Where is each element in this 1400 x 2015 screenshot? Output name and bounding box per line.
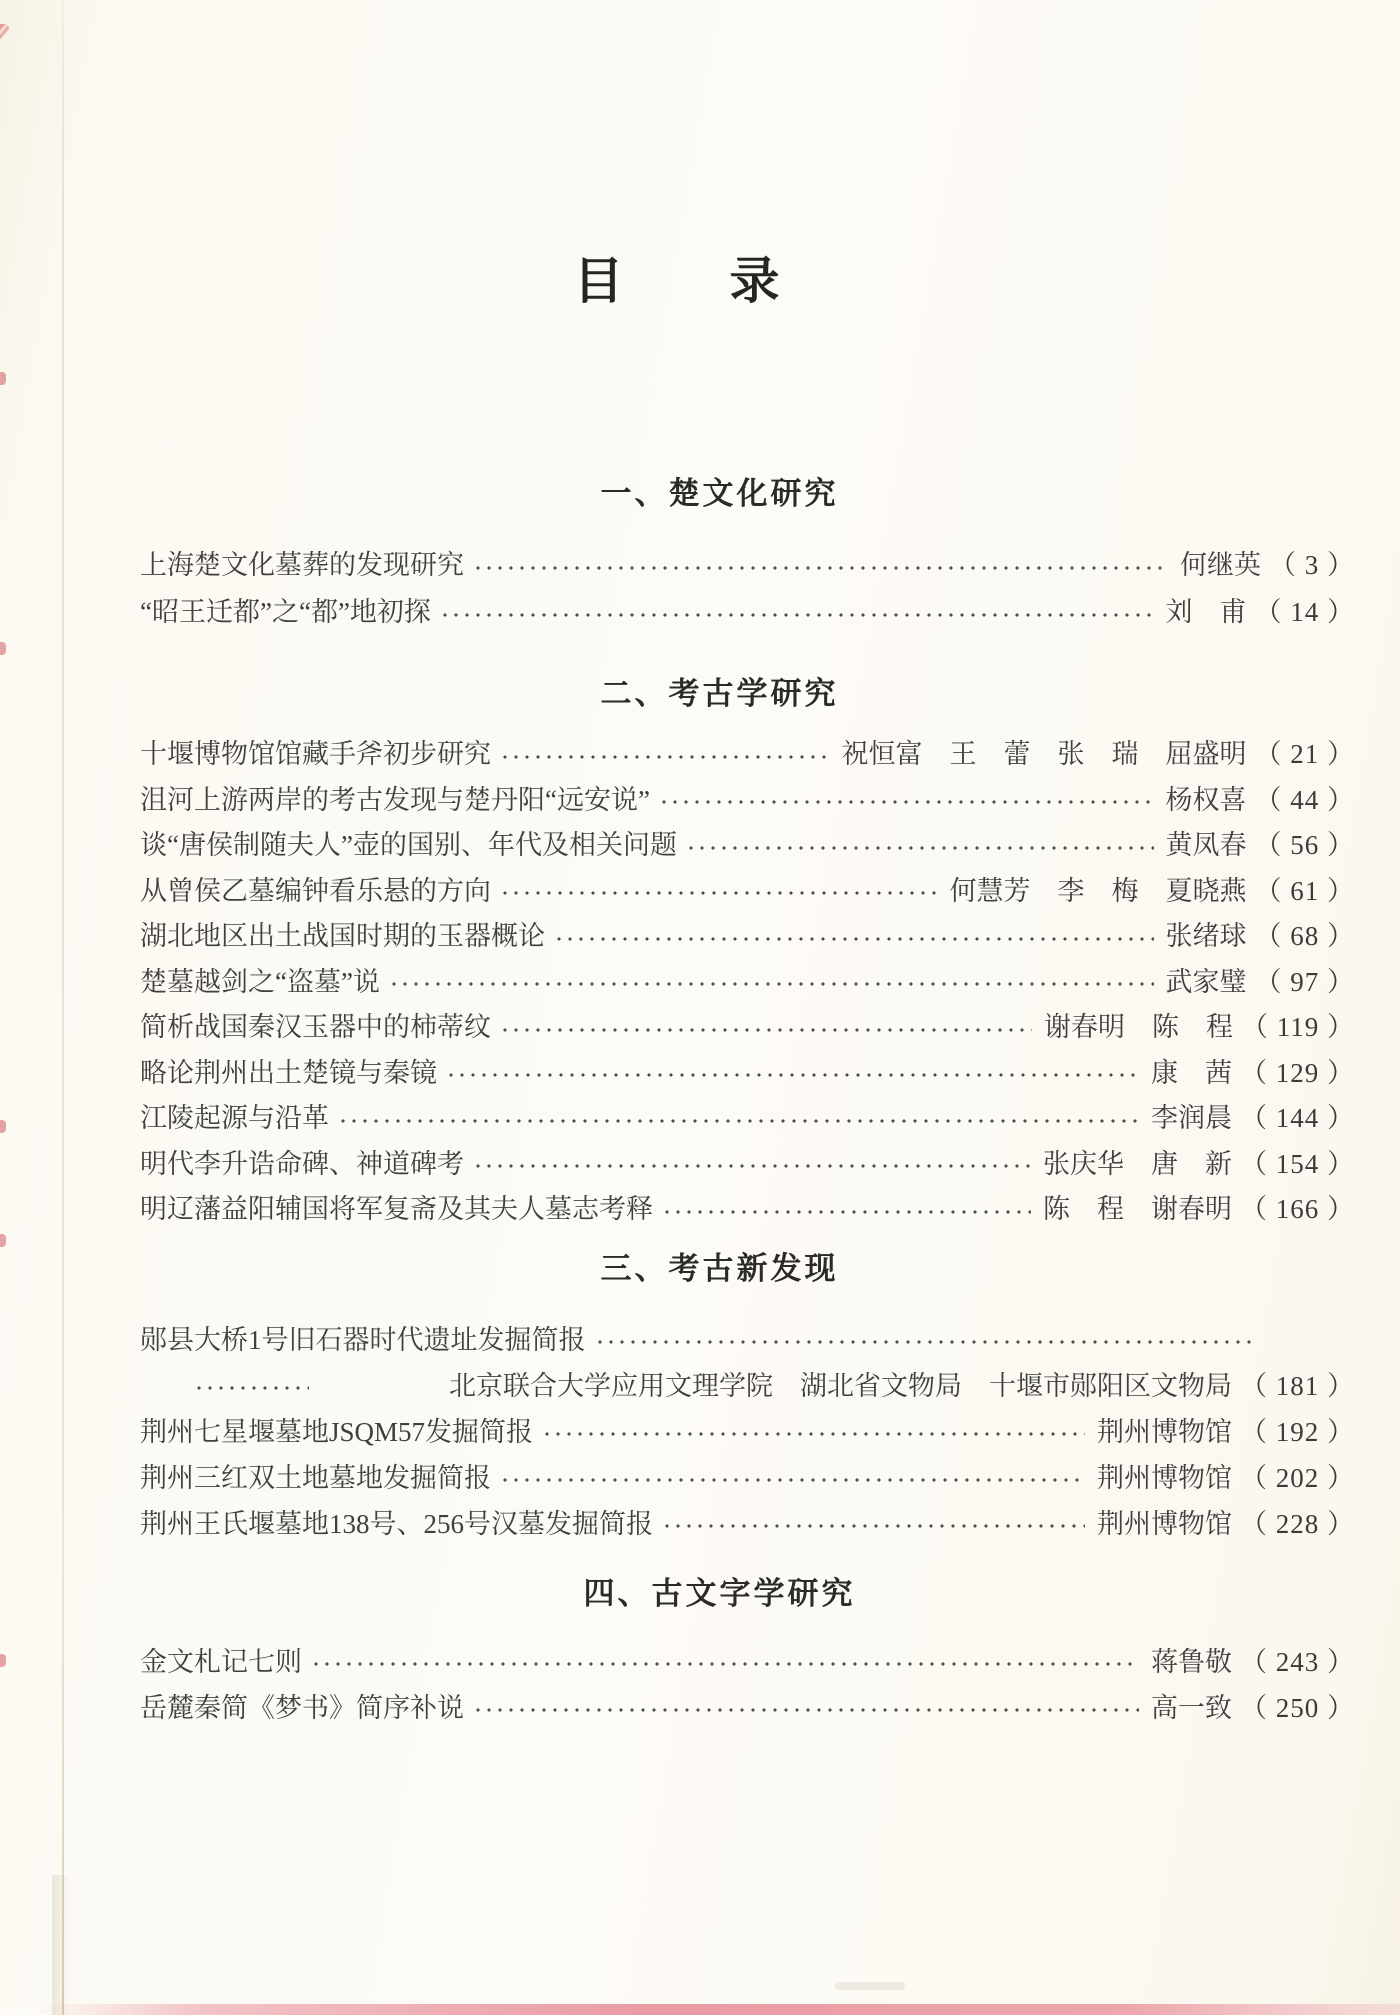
toc-entry [140, 778, 1355, 824]
dot-leader [503, 891, 938, 895]
toc-entry [140, 1096, 1355, 1142]
toc-section-1 [140, 474, 1355, 636]
entry-page-number: （ 119 ） [1241, 1012, 1355, 1042]
entry-title: 谈“唐侯制随夫人”壶的国别、年代及相关问题 [140, 830, 677, 860]
toc-entry-line1 [140, 1317, 1355, 1363]
toc-entry [140, 1142, 1355, 1188]
dot-leader [476, 1708, 1139, 1712]
toc-entry [140, 1409, 1355, 1455]
toc-section-2 [140, 674, 1355, 1233]
dot-leader [443, 613, 1154, 617]
dot-leader [449, 1073, 1139, 1077]
scan-artifact-bottom-edge [40, 2004, 1400, 2015]
entry-authors: 荆州博物馆 [1097, 1508, 1232, 1539]
entry-page-number: （ 243 ） [1240, 1646, 1355, 1677]
entry-page-number: （ 61 ） [1254, 875, 1355, 906]
dot-leader [476, 566, 1168, 570]
toc-entry [140, 542, 1355, 589]
scan-artifact-edge-tick [0, 642, 6, 655]
section-heading: 二、考古学研究 [600, 676, 839, 711]
entry-page-number: （ 14 ） [1254, 597, 1355, 627]
toc-entry [140, 914, 1355, 960]
entry-authors: 何继英 [1180, 550, 1261, 580]
section-entries [140, 1639, 1355, 1731]
entry-page-number: （ 21 ） [1254, 739, 1355, 769]
entry-title: 略论荆州出土楚镜与秦镜 [140, 1057, 437, 1088]
entry-authors: 蒋鲁敬 [1151, 1646, 1232, 1677]
section-entries [140, 1317, 1355, 1547]
scan-artifact-edge-tick [0, 1654, 6, 1667]
entry-title: 简析战国秦汉玉器中的柿蒂纹 [140, 1012, 491, 1042]
section-heading: 三、考古新发现 [600, 1250, 839, 1286]
entry-page-number: （ 166 ） [1240, 1194, 1355, 1224]
entry-authors: 祝恒富 王 蕾 张 瑞 屈盛明 [841, 739, 1247, 769]
scan-artifact-corner-red [0, 24, 11, 54]
toc-entry-line2 [140, 1363, 1355, 1409]
toc-entry [140, 1051, 1355, 1097]
toc-sections [140, 474, 1355, 1731]
section-entries [140, 732, 1355, 1233]
entry-authors: 张庆华 唐 新 [1043, 1148, 1232, 1179]
entry-authors: 张绪球 [1165, 921, 1247, 951]
entry-authors: 荆州博物馆 [1097, 1416, 1232, 1447]
entry-title: 沮河上游两岸的考古发现与楚丹阳“远安说” [140, 784, 650, 815]
entry-authors: 荆州博物馆 [1097, 1462, 1232, 1493]
toc-entry [140, 589, 1355, 636]
section-heading: 四、古文字学研究 [583, 1575, 856, 1611]
entry-page-number: （ 3 ） [1269, 550, 1355, 580]
entry-page-number: （ 202 ） [1240, 1462, 1355, 1493]
entry-authors: 何慧芳 李 梅 夏晓燕 [949, 875, 1247, 906]
scan-artifact-edge-tick [0, 1120, 6, 1133]
entry-page-number: （ 192 ） [1240, 1416, 1355, 1447]
entry-authors: 杨权喜 [1165, 784, 1247, 815]
toc-entry [140, 1455, 1355, 1501]
entry-page-number: （ 154 ） [1240, 1148, 1355, 1179]
dot-leader [689, 846, 1154, 850]
toc-entry [140, 1639, 1355, 1685]
page-fold-line [62, 0, 64, 2015]
toc-entry [140, 1501, 1355, 1547]
entry-authors: 黄凤春 [1165, 830, 1247, 860]
dot-leader [197, 1386, 309, 1390]
entry-title: 荆州三红双土地墓地发掘简报 [140, 1462, 491, 1493]
entry-title: 楚墓越剑之“盗墓”说 [140, 966, 380, 997]
entry-page-number: （ 250 ） [1240, 1692, 1355, 1723]
entry-authors: 高一致 [1151, 1692, 1232, 1723]
section-entries [140, 542, 1355, 636]
entry-title: 明辽藩益阳辅国将军复斋及其夫人墓志考释 [140, 1194, 653, 1224]
entry-title: 明代李升诰命碑、神道碑考 [140, 1148, 464, 1179]
scan-artifact-smudge [835, 1982, 905, 1990]
toc-content [140, 0, 1355, 1731]
entry-title: 从曾侯乙墓编钟看乐悬的方向 [140, 875, 491, 906]
entry-page-number: （ 129 ） [1240, 1057, 1355, 1088]
toc-entry [140, 960, 1355, 1006]
scan-artifact-edge-tick [0, 372, 6, 385]
entry-page-number: （ 44 ） [1254, 784, 1355, 815]
entry-authors: 刘 甫 [1165, 597, 1247, 627]
entry-title: 金文札记七则 [140, 1646, 302, 1677]
toc-entry [140, 1005, 1355, 1051]
toc-entry [140, 1685, 1355, 1731]
entry-title: 荆州七星堰墓地JSQM57发掘简报 [140, 1416, 534, 1447]
toc-entry [140, 823, 1355, 869]
dot-leader [392, 982, 1154, 986]
entry-page-number: （ 97 ） [1254, 966, 1355, 997]
entry-page-number: （ 228 ） [1240, 1508, 1355, 1539]
dot-leader [476, 1164, 1031, 1168]
toc-section-3 [140, 1249, 1355, 1547]
entry-authors: 康 茜 [1151, 1057, 1232, 1088]
entry-authors: 北京联合大学应用文理学院 湖北省文物局 十堰市郧阳区文物局 [449, 1370, 1232, 1401]
entry-page-number: （ 68 ） [1254, 921, 1355, 951]
dot-leader [557, 937, 1154, 941]
entry-title: 江陵起源与沿革 [140, 1103, 329, 1133]
toc-entry [140, 869, 1355, 915]
entry-title: 十堰博物馆馆藏手斧初步研究 [140, 739, 491, 769]
dot-leader [341, 1119, 1139, 1123]
entry-authors: 谢春明 陈 程 [1044, 1012, 1233, 1042]
entry-title: 湖北地区出土战国时期的玉器概论 [140, 921, 545, 951]
entry-authors: 陈 程 谢春明 [1043, 1194, 1232, 1224]
dot-leader [314, 1662, 1139, 1666]
page-title: 目 录 [573, 253, 782, 309]
entry-title: 岳麓秦简《梦书》简序补说 [140, 1692, 464, 1723]
page-corner-shadow [52, 1875, 70, 2015]
dot-leader [665, 1210, 1031, 1214]
entry-title: 荆州王氏堰墓地138号、256号汉墓发掘简报 [140, 1508, 653, 1539]
toc-section-4 [140, 1574, 1355, 1731]
dot-leader [503, 1478, 1085, 1482]
scan-artifact-edge-tick [0, 1234, 6, 1247]
dot-leader [662, 800, 1154, 804]
entry-page-number: （ 181 ） [1240, 1370, 1355, 1401]
toc-entry [140, 1187, 1355, 1233]
dot-leader [503, 1028, 1032, 1032]
toc-entry [140, 732, 1355, 778]
entry-page-number: （ 56 ） [1254, 830, 1355, 860]
section-heading: 一、楚文化研究 [600, 476, 839, 511]
entry-authors: 武家璧 [1165, 966, 1247, 997]
dot-leader [665, 1524, 1085, 1528]
entry-title: “昭王迁都”之“都”地初探 [140, 597, 431, 627]
entry-title: 上海楚文化墓葬的发现研究 [140, 550, 464, 580]
entry-authors: 李润晨 [1151, 1103, 1232, 1133]
dot-leader [545, 1432, 1085, 1436]
dot-leader [598, 1340, 1256, 1344]
entry-page-number: （ 144 ） [1240, 1103, 1355, 1133]
dot-leader [503, 755, 830, 759]
entry-title: 郧县大桥1号旧石器时代遗址发掘简报 [140, 1324, 586, 1355]
